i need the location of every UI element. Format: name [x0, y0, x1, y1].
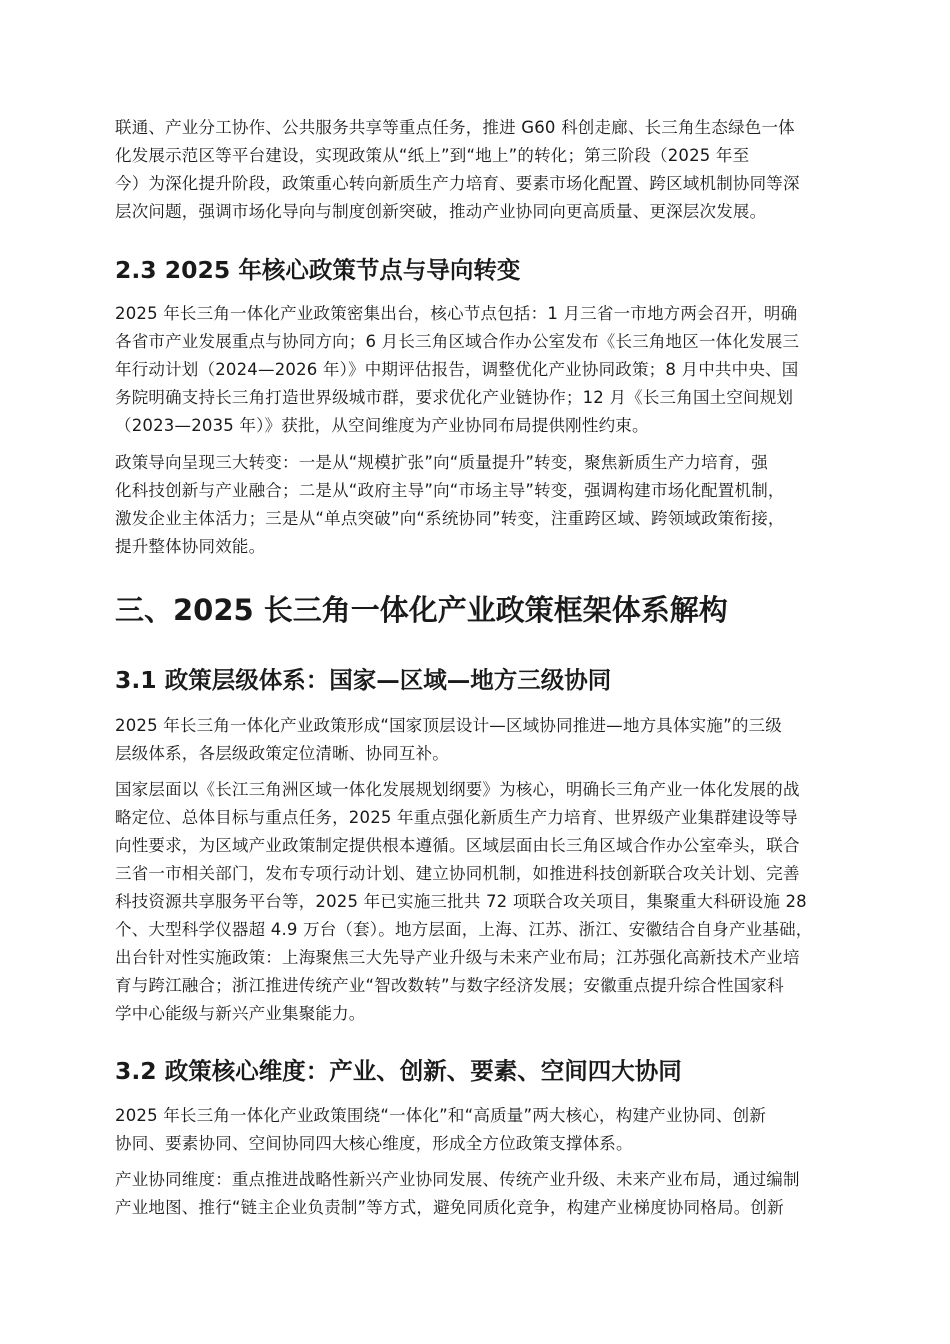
paragraph-intro: 联通、产业分工协作、公共服务共享等重点任务，推进 G60 科创走廊、长三角生态绿色一体 化发展示范区等平台建设，实现政策从“纸上”到“地上”的转化；第三阶段（2025 年至 今）为深化提升阶段，政策重心转向新质生产力培育、要素市场化配置、跨区域机制协同等深 层次问题，强调市场化导向与制度创新突破，推动产业协同向更高质量、更深层次发展。: [115, 118, 800, 221]
heading-3-1: 3.1 政策层级体系：国家—区域—地方三级协同: [115, 666, 612, 694]
paragraph-3-2-intro: 2025 年长三角一体化产业政策围绕“一体化”和“高质量”两大核心，构建产业协同、创新 协同、要素协同、空间协同四大核心维度，形成全方位政策支撑体系。: [115, 1106, 767, 1153]
heading-3-2: 3.2 政策核心维度：产业、创新、要素、空间四大协同: [115, 1057, 682, 1085]
heading-2-3: 2.3 2025 年核心政策节点与导向转变: [115, 256, 521, 284]
paragraph-2-3-nodes: 2025 年长三角一体化产业政策密集出台，核心节点包括：1 月三省一市地方两会召开，明确 各省市产业发展重点与协同方向；6 月长三角区域合作办公室发布《长三角地区一体化发展三 年行动计划（2024—2026 年）》中期评估报告，调整优化产业协同政策；8 月中共中央、国 务院明确支持长三角打造世界级城市群，要求优化产业链协作；12 月《长三角国土空间规划 （2023—2035 年）》获批，从空间维度为产业协同布局提供刚性约束。: [115, 304, 800, 435]
paragraph-3-2-industry: 产业协同维度：重点推进战略性新兴产业协同发展、传统产业升级、未来产业布局，通过编制 产业地图、推行“链主企业负责制”等方式，避免同质化竞争，构建产业梯度协同格局。创新: [115, 1170, 800, 1217]
paragraph-2-3-shifts: 政策导向呈现三大转变：一是从“规模扩张”向“质量提升”转变，聚焦新质生产力培育，强 化科技创新与产业融合；二是从“政府主导”向“市场主导”转变，强调构建市场化配置机制， 激发企业主体活力；三是从“单点突破”向“系统协同”转变，注重跨区域、跨领域政策衔接， 提升整体协同效能。: [115, 453, 785, 556]
heading-section-3: 三、2025 长三角一体化产业政策框架体系解构: [115, 593, 728, 627]
paragraph-3-1-detail: 国家层面以《长江三角洲区域一体化发展规划纲要》为核心，明确长三角产业一体化发展的战 略定位、总体目标与重点任务，2025 年重点强化新质生产力培育、世界级产业集群建设等导 向性要求，为区域产业政策制定提供根本遵循。区域层面由长三角区域合作办公室牵头，联合 三省一市相关部门，发布专项行动计划、建立协同机制，如推进科技创新联合攻关计划、完善 科技资源共享服务平台等，2025 年已实施三批共 72 项联合攻关项目，集聚重大科研设施 28 个、大型科学仪器超 4.9 万台（套）。地方层面，上海、江苏、浙江、安徽结合自身产业基础， 出台针对性实施政策：上海聚焦三大先导产业升级与未来产业布局；江苏强化高新技术产业培 育与跨江融合；浙江推进传统产业“智改数转”与数字经济发展；安徽重点提升综合性国家科 学中心能级与新兴产业集聚能力。: [115, 780, 813, 1023]
paragraph-3-1-intro: 2025 年长三角一体化产业政策形成“国家顶层设计—区域协同推进—地方具体实施”的三级 层级体系，各层级政策定位清晰、协同互补。: [115, 716, 782, 763]
